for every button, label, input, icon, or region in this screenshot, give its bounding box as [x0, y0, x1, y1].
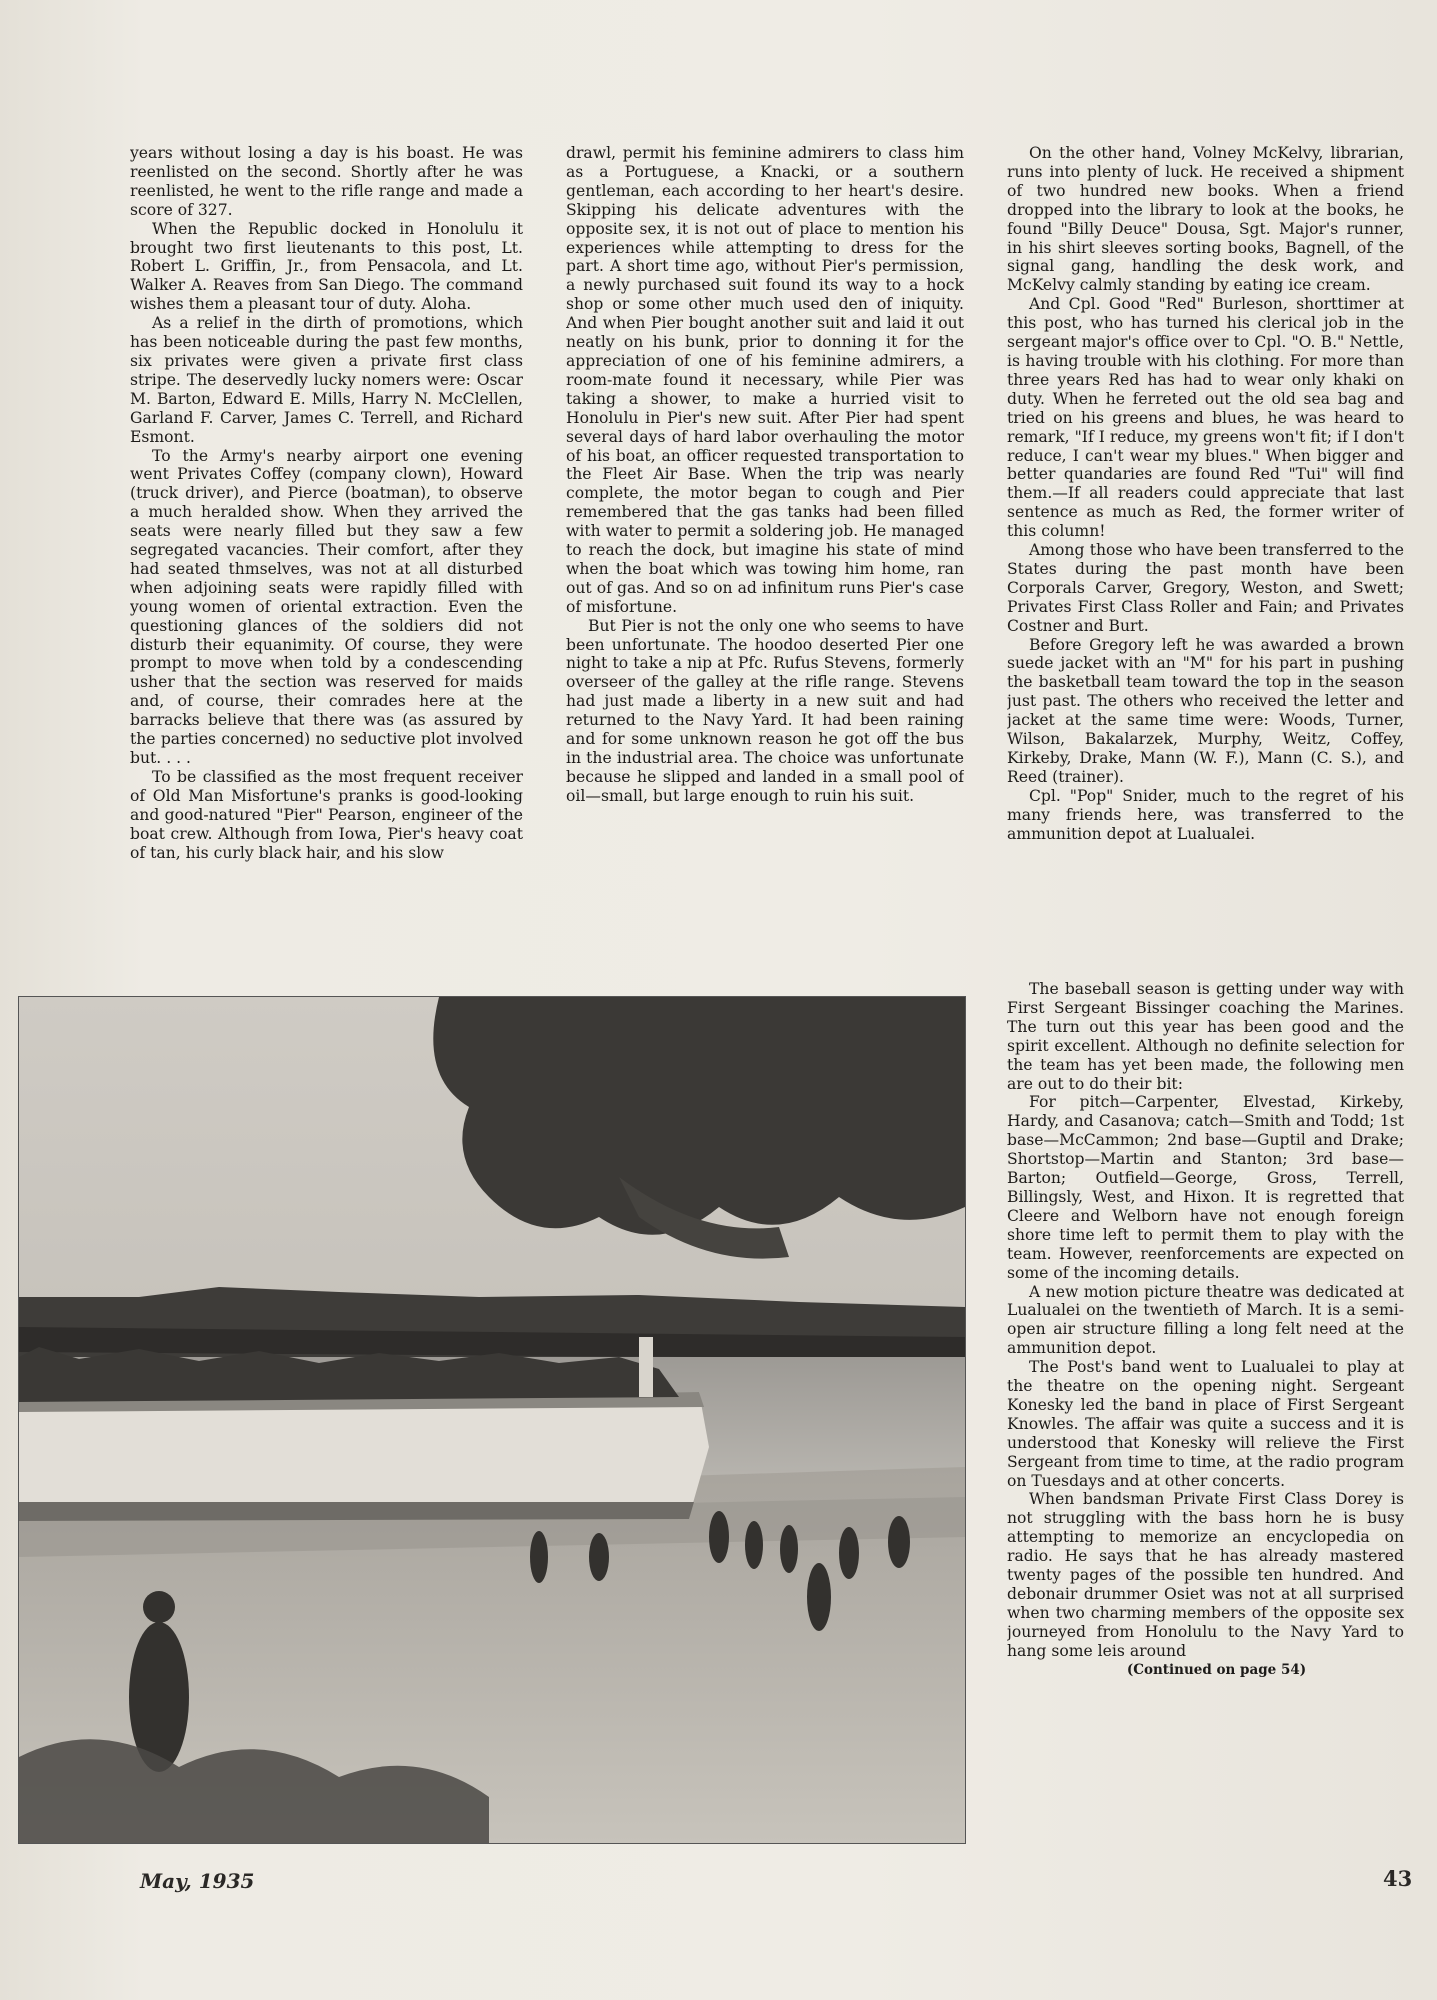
column-3-lower	[1007, 980, 1404, 1661]
paragraph: And Cpl. Good "Red" Burleson, shorttimer at this post, who has turned his clerical job in the sergeant major's office over to Cpl. "O. B." Nettle, is having trouble with his clothing. For more than three years Red has had to wear only khaki on duty. When he ferreted out the old sea bag and tried on his greens and blues, he was heard to remark, "If I reduce, my greens won't fit; if I don't reduce, I can't wear my blues." When bigger and better quandaries are found Red "Tui" will find them.—If all readers could appreciate that last sentence as much as Red, the former writer of this column!	[1007, 295, 1404, 541]
paragraph: But Pier is not the only one who seems to have been unfortunate. The hoodoo deserted Pier one night to take a nip at Pfc. Rufus Stevens, formerly overseer of the galley at the rifle range. Stevens had just made a liberty in a new suit and had returned to the Navy Yard. It had been raining and for some unknown reason he got off the bus in the industrial area. The choice was unfortunate because he slipped and landed in a small pool of oil—small, but large enough to ruin his suit.	[566, 616, 964, 805]
paragraph: Before Gregory left he was awarded a brown suede jacket with an "M" for his part in pushing the basketball team toward the top in the season just past. The others who received the letter and jacket at the same time were: Woods, Turner, Wilson, Bakalarzek, Murphy, Weitz, Coffey, Kirkeby, Drake, Mann (W. F.), Mann (C. S.), and Reed (trainer).	[1007, 635, 1404, 786]
beach-landing-photo	[18, 996, 966, 1844]
paragraph: A new motion picture theatre was dedicated at Lualualei on the twentieth of March. It is a semi-open air structure filling a long felt need at the ammunition depot.	[1007, 1282, 1404, 1358]
paragraph: To the Army's nearby airport one evening went Privates Coffey (company clown), Howard (truck driver), and Pierce (boatman), to observe a much heralded show. When they arrived the seats were nearly filled but they saw a few segregated vacancies. Their comfort, after they had seated thmselves, was not at all disturbed when adjoining seats were rapidly filled with young women of oriental extraction. Even the questioning glances of the soldiers did not disturb their equanimity. Of course, they were prompt to move when told by a condescending usher that the section was reserved for maids and, of course, their comrades here at the barracks believe that there was (as assured by the parties concerned) no seductive plot involved but. . . .	[130, 446, 523, 767]
paragraph: The Post's band went to Lualualei to play at the theatre on the opening night. Sergeant Konesky led the band in place of First Sergeant Knowles. The affair was quite a success and it is understood that Konesky will relieve the First Sergeant from time to time, at the radio program on Tuesdays and at other concerts.	[1007, 1358, 1404, 1490]
paragraph: For pitch—Carpenter, Elvestad, Kirkeby, Hardy, and Casanova; catch—Smith and Todd; 1st base—McCammon; 2nd base—Guptil and Drake; Shortstop—Martin and Stanton; 3rd base—Barton; Outfield—George, Gross, Terrell, Billingsly, West, and Hixon. It is regretted that Cleere and Welborn have not enough foreign shore time left to permit them to play with the team. However, reenforcements are expected on some of the incoming details.	[1007, 1093, 1404, 1282]
column-3-upper	[1007, 144, 1404, 974]
text-column-2	[566, 144, 964, 934]
continued-note: (Continued on page 54)	[1126, 1661, 1307, 1678]
text-column-3	[1007, 144, 1404, 1834]
paragraph: Among those who have been transferred to the States during the past month have been Corporals Carver, Gregory, Weston, and Swett; Privates First Class Roller and Fain; and Privates Costner and Burt.	[1007, 541, 1404, 635]
paragraph: When the Republic docked in Honolulu it brought two first lieutenants to this post, Lt. Robert L. Griffin, Jr., from Pensacola, and Lt. Walker A. Reaves from San Diego. The command wishes them a pleasant tour of duty. Aloha.	[130, 219, 523, 314]
paragraph: Cpl. "Pop" Snider, much to the regret of his many friends here, was transferred to the ammunition depot at Lualualei.	[1007, 786, 1404, 843]
paragraph: On the other hand, Volney McKelvy, librarian, runs into plenty of luck. He received a shipment of two hundred new books. When a friend dropped into the library to look at the books, he found "Billy Deuce" Dousa, Sgt. Major's runner, in his shirt sleeves sorting books, Bagnell, of the signal gang, handling the desk work, and McKelvy calmly standing by eating ice cream.	[1007, 144, 1404, 295]
paragraph: The baseball season is getting under way with First Sergeant Bissinger coaching the Marines. The turn out this year has been good and the spirit excellent. Although no definite selection for the team has yet been made, the following men are out to do their bit:	[1007, 980, 1404, 1093]
page-number: 43	[1383, 1866, 1413, 1891]
paragraph: When bandsman Private First Class Dorey is not struggling with the bass horn he is busy attempting to memorize an encyclopedia on radio. He says that he has already mastered twenty pages of the possible ten hundred. And debonair drummer Osiet was not at all surprised when two charming members of the opposite sex journeyed from Honolulu to the Navy Yard to hang some leis around	[1007, 1490, 1404, 1660]
issue-date: May, 1935	[140, 1869, 255, 1893]
text-column-1	[130, 144, 523, 934]
paragraph: As a relief in the dirth of promotions, which has been noticeable during the past few months, six privates were given a private first class stripe. The deservedly lucky nomers were: Oscar M. Barton, Edward E. Mills, Harry N. McClellen, Garland F. Carver, James C. Terrell, and Richard Esmont.	[130, 314, 523, 446]
paragraph: To be classified as the most frequent receiver of Old Man Misfortune's pranks is good-looking and good-natured "Pier" Pearson, engineer of the boat crew. Although from Iowa, Pier's heavy coat of tan, his curly black hair, and his slow	[130, 767, 523, 862]
paragraph: drawl, permit his feminine admirers to class him as a Portuguese, a Knacki, or a southern gentleman, each according to her heart's desire. Skipping his delicate adventures with the opposite sex, it is not out of place to mention his experiences while attempting to dress for the part. A short time ago, without Pier's permission, a newly purchased suit found its way to a hock shop or some other much used den of iniquity. And when Pier bought another suit and laid it out neatly on his bunk, prior to donning it for the appreciation of one of his feminine admirers, a room-mate found it necessary, while Pier was taking a shower, to make a hurried visit to Honolulu in Pier's new suit. After Pier had spent several days of hard labor overhauling the motor of his boat, an officer requested transportation to the Fleet Air Base. When the trip was nearly complete, the motor began to cough and Pier remembered that the gas tanks had been filled with water to permit a soldering job. He managed to reach the dock, but imagine his state of mind when the boat which was towing him home, ran out of gas. And so on ad infinitum runs Pier's case of misfortune.	[566, 144, 964, 616]
paragraph: years without losing a day is his boast. He was reenlisted on the second. Shortly after he was reenlisted, he went to the rifle range and made a score of 327.	[130, 144, 523, 219]
